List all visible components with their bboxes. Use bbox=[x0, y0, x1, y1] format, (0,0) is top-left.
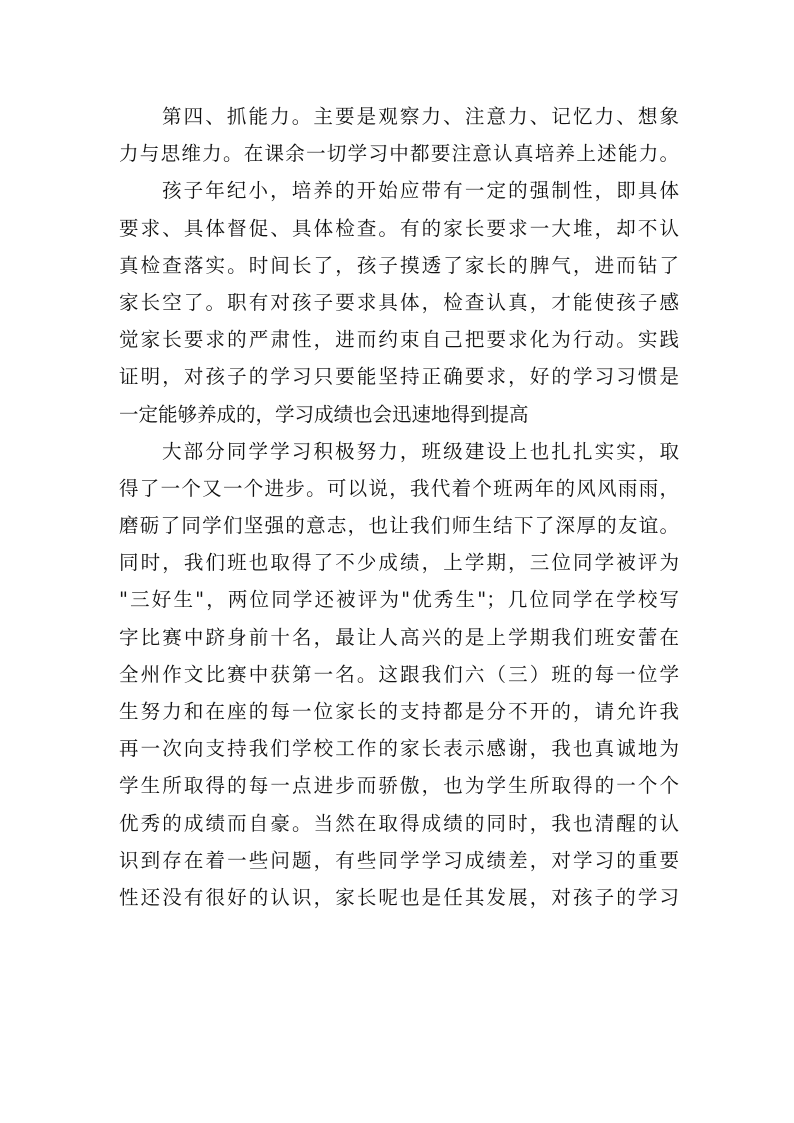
paragraph-1-line-1: 第四、抓能力。主要是观察力、注意力、记忆力、想象 bbox=[162, 105, 679, 128]
paragraph-2-line-1: 孩子年纪小，培养的开始应带有一定的强制性，即具体 bbox=[162, 179, 679, 203]
paragraph-2-line-5: 觉家长要求的严肃性，进而约束自己把要求化为行动。实践 bbox=[119, 328, 679, 352]
paragraph-3-line-13: 性还没有很好的认识，家长呢也是任其发展，对孩子的学习 bbox=[119, 885, 679, 909]
paragraph-3-line-9: 再一次向支持我们学校工作的家长表示感谢，我也真诚地为 bbox=[119, 737, 679, 761]
document-body bbox=[119, 98, 679, 916]
paragraph-3-line-12: 识到存在着一些问题，有些同学学习成绩差，对学习的重要 bbox=[119, 848, 679, 872]
paragraph-3-line-10: 学生所取得的每一点进步而骄傲，也为学生所取得的一个个 bbox=[119, 774, 679, 798]
paragraph-2-line-6: 证明，对孩子的学习只要能坚持正确要求，好的学习习惯是 bbox=[119, 365, 679, 389]
paragraph-1-line-2: 力与思维力。在课余一切学习中都要注意认真培养上述能力。 bbox=[119, 142, 679, 166]
paragraph-3-line-5: "三好生"，两位同学还被评为"优秀生"；几位同学在学校写 bbox=[119, 588, 679, 612]
paragraph-2-line-7: 一定能够养成的，学习成绩也会迅速地得到提高 bbox=[119, 402, 529, 426]
paragraph-2-line-3: 真检查落实。时间长了，孩子摸透了家长的脾气，进而钻了 bbox=[119, 253, 679, 277]
paragraph-3-line-6: 字比赛中跻身前十名，最让人高兴的是上学期我们班安蕾在 bbox=[119, 625, 679, 649]
paragraph-3-line-11: 优秀的成绩而自豪。当然在取得成绩的同时，我也清醒的认 bbox=[119, 811, 679, 835]
paragraph-3-line-2: 得了一个又一个进步。可以说，我代着个班两年的风风雨雨， bbox=[119, 476, 679, 500]
paragraph-3-line-1: 大部分同学学习积极努力，班级建设上也扎扎实实，取 bbox=[162, 439, 679, 463]
paragraph-3-line-4: 同时，我们班也取得了不少成绩，上学期，三位同学被评为 bbox=[119, 551, 679, 575]
paragraph-3-line-3: 磨砺了同学们坚强的意志，也让我们师生结下了深厚的友谊。 bbox=[119, 514, 679, 538]
paragraph-2-line-4: 家长空了。职有对孩子要求具体，检查认真，才能使孩子感 bbox=[119, 290, 679, 314]
paragraph-3-line-8: 生努力和在座的每一位家长的支持都是分不开的，请允许我 bbox=[119, 700, 679, 723]
paragraph-3-line-7: 全州作文比赛中获第一名。这跟我们六（三）班的每一位学 bbox=[119, 662, 679, 686]
paragraph-2-line-2: 要求、具体督促、具体检查。有的家长要求一大堆，却不认 bbox=[119, 216, 679, 240]
